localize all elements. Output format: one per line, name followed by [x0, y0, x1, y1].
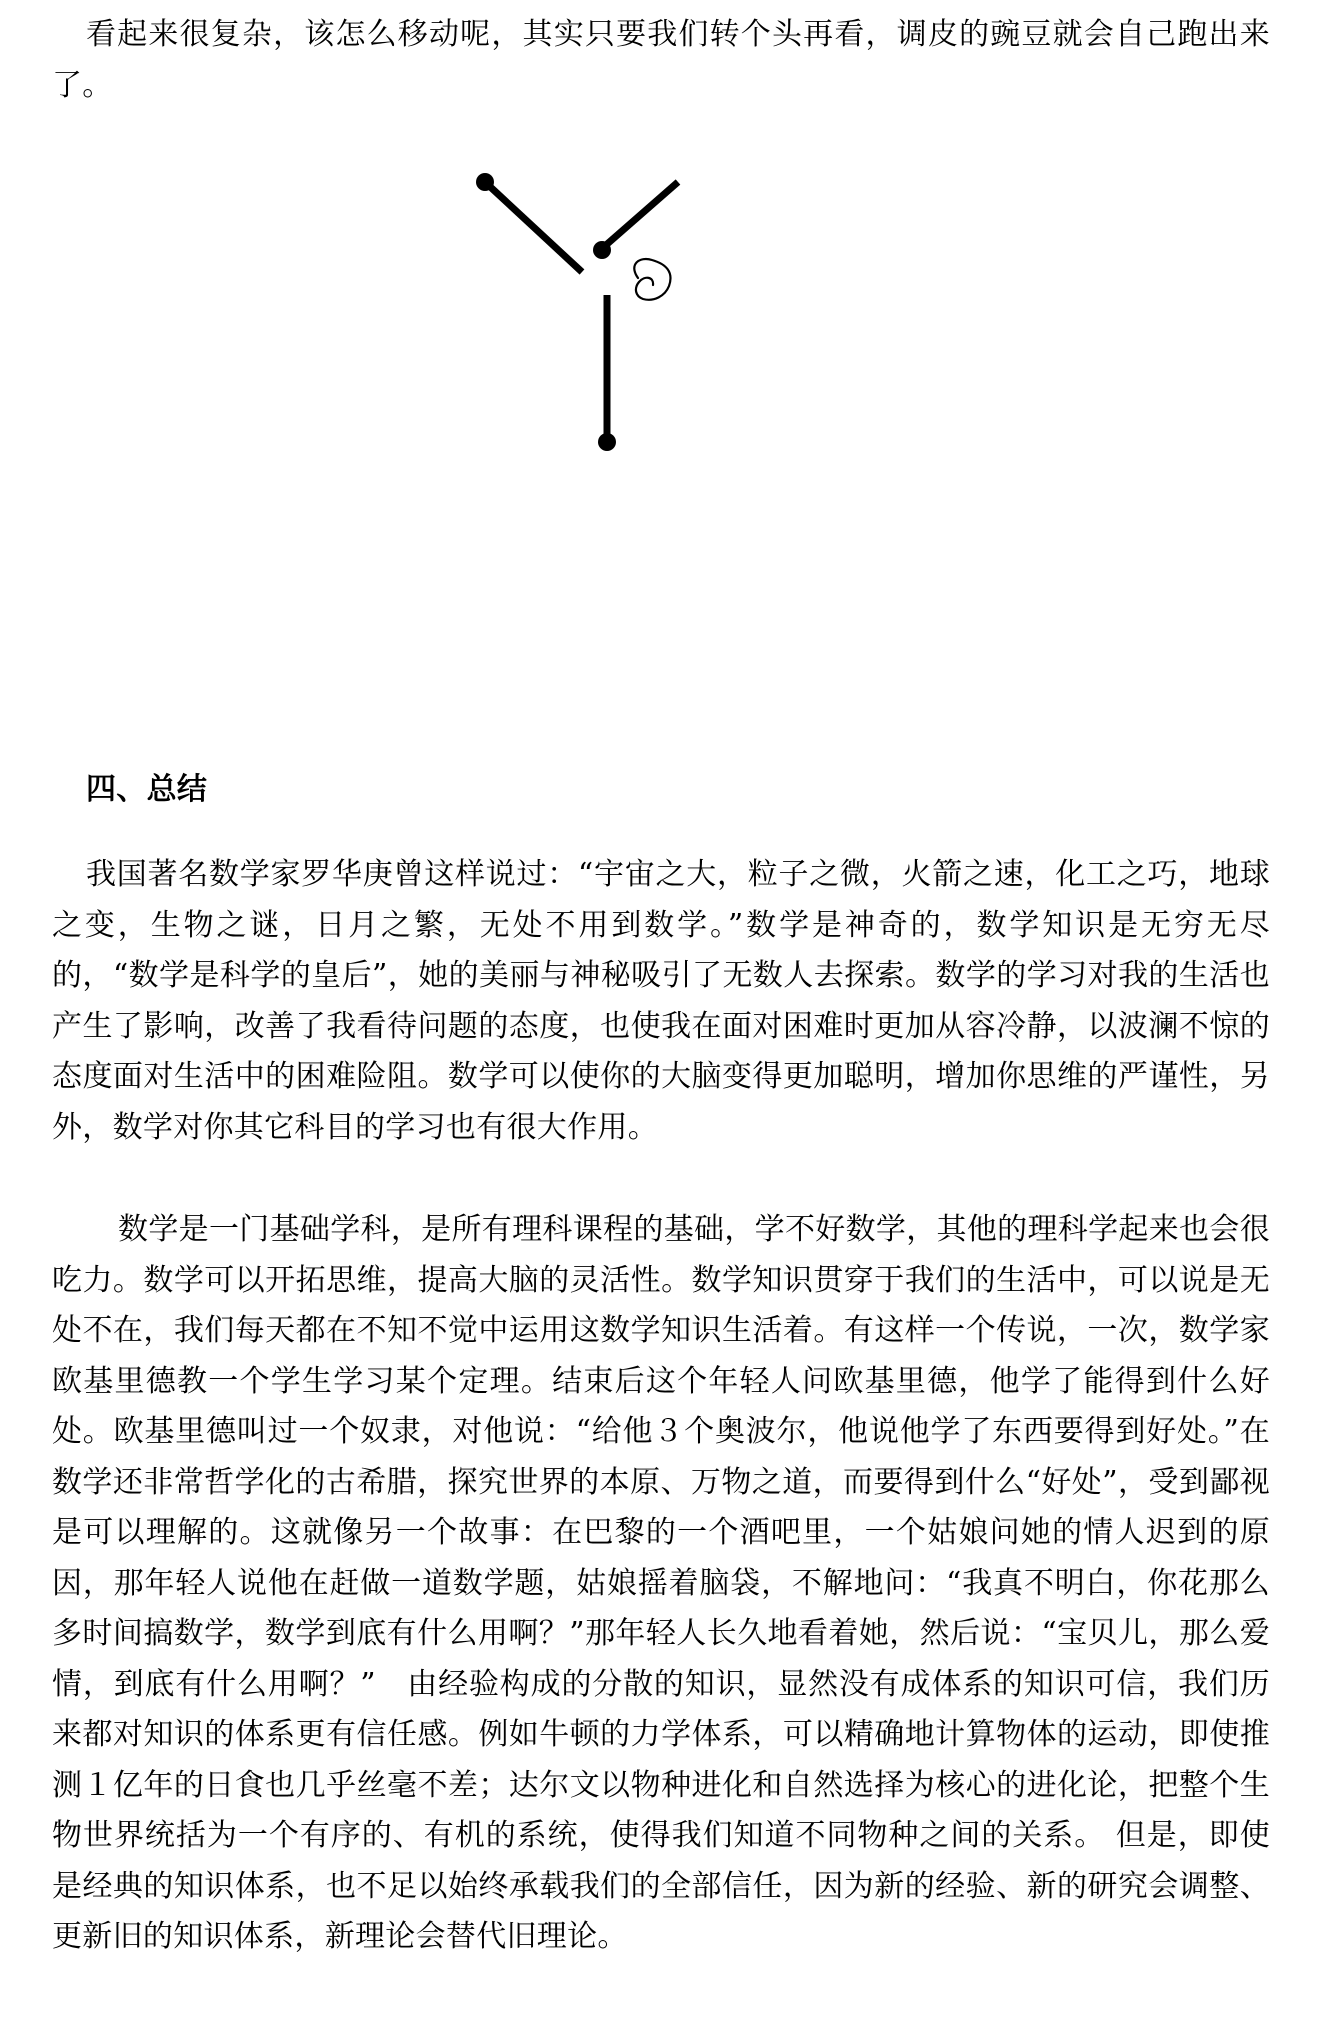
main-paragraph: 数学是一门基础学科，是所有理科课程的基础，学不好数学，其他的理科学起来也会很吃力。数学可以开拓思维，提高大脑的灵活性。数学知识贯穿于我们的生活中，可以说是无处不在，我们每天都在不知不觉中运用这数学知识生活着。有这样一个传说，一次，数学家欧基里德教一个学生学习某个定理。结束后这个年轻人问欧基里德，他学了能得到什么好处。欧基里德叫过一个奴隶，对他说：“给他３个奥波尔，他说他学了东西要得到好处。”在数学还非常哲学化的古希腊，探究世界的本原、万物之道，而要得到什么“好处”，受到鄙视是可以理解的。这就像另一个故事：在巴黎的一个酒吧里，一个姑娘问她的情人迟到的原因，那年轻人说他在赶做一道数学题，姑娘摇着脑袋，不解地问：“我真不明白，你花那么多时间搞数学，数学到底有什么用啊？”那年轻人长久地看着她，然后说：“宝贝儿，那么爱情，到底有什么用啊？” 由经验构成的分散的知识，显然没有成体系的知识可信，我们历来都对知识的体系更有信任感。例如牛顿的力学体系，可以精确地计算物体的运动，即使推测１亿年的日食也几乎丝毫不差；达尔文以物种进化和自然选择为核心的进化论，把整个生物世界统括为一个有序的、有机的系统，使得我们知道不同物种之间的关系。 但是，即使是经典的知识体系，也不足以始终承载我们的全部信任，因为新的经验、新的研究会调整、更新旧的知识体系，新理论会替代旧理论。 — [52, 1212, 1270, 1954]
section-heading: 四、总结 — [86, 772, 208, 807]
stick-upper-left — [485, 182, 582, 272]
stick-head-vertical — [598, 433, 616, 451]
quote-paragraph: 我国著名数学家罗华庚曾这样说过：“宇宙之大，粒子之微，火箭之速，化工之巧，地球之变，生物之谜，日月之繁，无处不用到数学。”数学是神奇的，数学知识是无穷无尽的，“数学是科学的皇后”，她的美丽与神秘吸引了无数人去探索。数学的学习对我的生活也产生了影响，改善了我看待问题的态度，也使我在面对困难时更加从容冷静，以波澜不惊的态度面对生活中的困难险阻。数学可以使你的大脑变得更加聪明，增加你思维的严谨性，另外，数学对你其它科目的学习也有很大作用。 — [52, 857, 1270, 1145]
stick-upper-right — [598, 182, 678, 252]
pea-shape — [634, 259, 670, 300]
stick-head-upper-left — [476, 173, 494, 191]
stick-head-upper-right — [593, 241, 611, 259]
matchstick-y-puzzle-icon — [440, 160, 760, 470]
intro-paragraph: 看起来很复杂，该怎么移动呢，其实只要我们转个头再看，调皮的豌豆就会自己跑出来了。 — [52, 17, 1270, 103]
